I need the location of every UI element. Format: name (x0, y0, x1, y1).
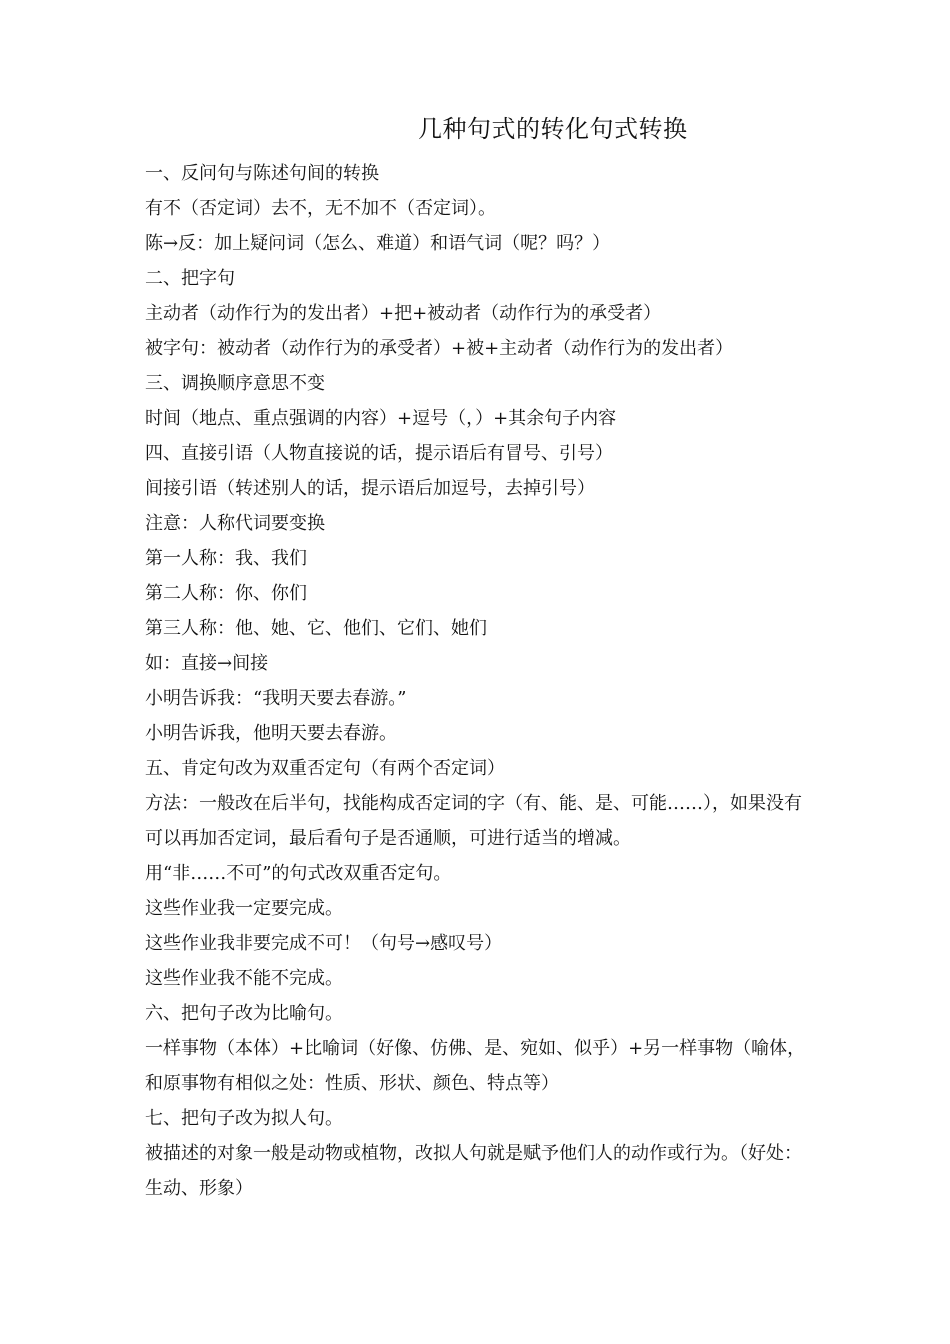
text-line: 时间（地点、重点强调的内容）+逗号（，）+其余句子内容 (145, 408, 617, 429)
section-heading-4: 四、直接引语（人物直接说的话，提示语后有冒号、引号） (145, 443, 613, 464)
section-heading-1: 一、反问句与陈述句间的转换 (145, 163, 379, 184)
text-line: 这些作业我不能不完成。 (145, 968, 343, 989)
text-paragraph: 被描述的对象一般是动物或植物，改拟人句就是赋予他们人的动作或行为。（好处：生动、形象） (145, 1143, 802, 1199)
section-heading-6: 六、把句子改为比喻句。 (145, 1003, 343, 1024)
section-heading-2: 二、把字句 (145, 268, 235, 289)
text-paragraph: 方法：一般改在后半句，找能构成否定词的字（有、能、是、可能……），如果没有可以再加否定词，最后看句子是否通顺，可进行适当的增减。 (145, 793, 802, 849)
section-heading-5: 五、肯定句改为双重否定句（有两个否定词） (145, 758, 505, 779)
text-line: 注意：人称代词要变换 (145, 513, 325, 534)
text-line: 用“非……不可”的句式改双重否定句。 (145, 863, 452, 884)
text-line: 小明告诉我，他明天要去春游。 (145, 723, 397, 744)
text-line: 如：直接→间接 (145, 653, 269, 674)
text-line: 主动者（动作行为的发出者）+把+被动者（动作行为的承受者） (145, 303, 662, 324)
document-title: 几种句式的转化句式转换 (418, 115, 688, 143)
text-line: 这些作业我一定要完成。 (145, 898, 343, 919)
section-heading-7: 七、把句子改为拟人句。 (145, 1108, 343, 1129)
text-line: 第二人称：你、你们 (145, 583, 307, 604)
document-body (145, 156, 813, 1206)
text-line: 第三人称：他、她、它、他们、它们、她们 (145, 618, 487, 639)
text-line: 小明告诉我：“我明天要去春游。” (145, 688, 407, 709)
text-paragraph: 一样事物（本体）+比喻词（好像、仿佛、是、宛如、似乎）+另一样事物（喻体，和原事物有相似之处：性质、形状、颜色、特点等） (145, 1038, 806, 1094)
text-line: 被字句：被动者（动作行为的承受者）+被+主动者（动作行为的发出者） (145, 338, 734, 359)
section-heading-3: 三、调换顺序意思不变 (145, 373, 325, 394)
text-line: 这些作业我非要完成不可！（句号→感叹号） (145, 933, 503, 954)
text-line: 陈→反：加上疑问词（怎么、难道）和语气词（呢？吗？） (145, 233, 611, 254)
text-line: 第一人称：我、我们 (145, 548, 307, 569)
text-line: 间接引语（转述别人的话，提示语后加逗号，去掉引号） (145, 478, 595, 499)
text-line: 有不（否定词）去不，无不加不（否定词）。 (145, 198, 496, 219)
